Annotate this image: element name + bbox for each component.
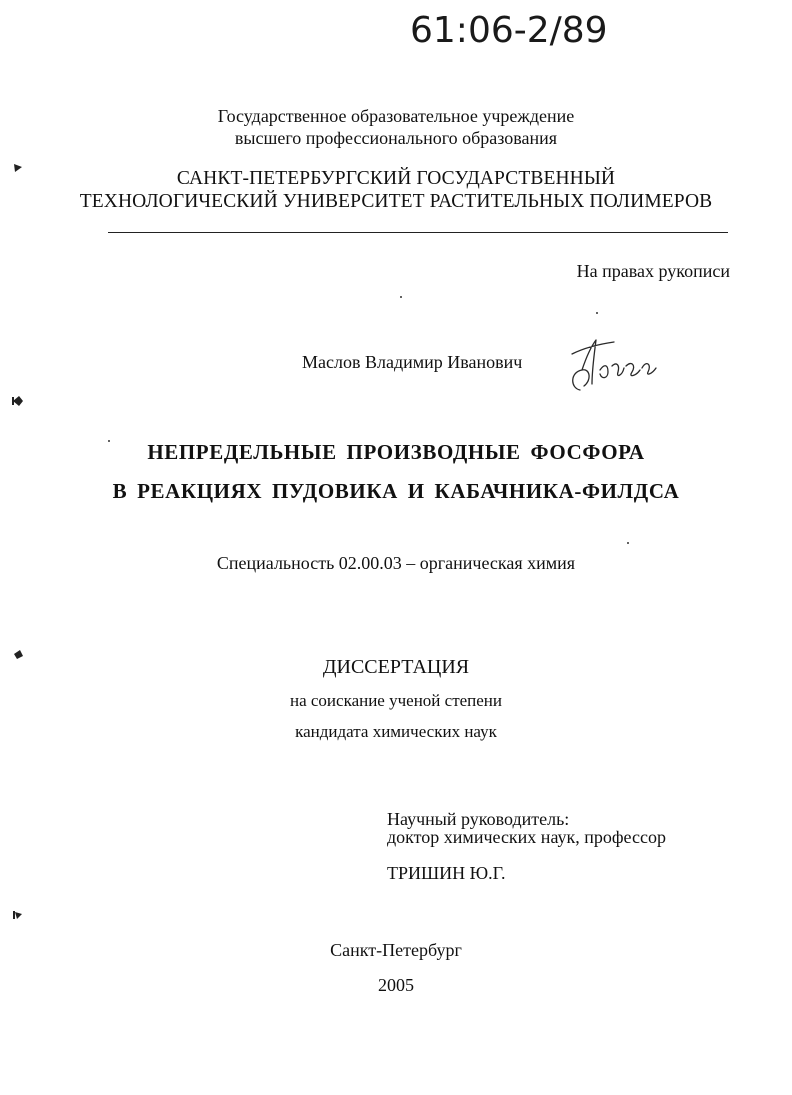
- dissertation-line-1: на соискание ученой степени: [289, 691, 503, 710]
- title-line-1: НЕПРЕДЕЛЬНЫЕ ПРОИЗВОДНЫЕ ФОСФОРА: [147, 440, 645, 464]
- archive-number-text: 61:06-2/89: [410, 10, 608, 51]
- university-line-2: ТЕХНОЛОГИЧЕСКИЙ УНИВЕРСИТЕТ РАСТИТЕЛЬНЫХ ПОЛИМЕРОВ: [79, 191, 713, 212]
- advisor-label: Научный руководитель:: [387, 809, 570, 829]
- signature-image: [562, 330, 662, 400]
- rights-note: На правах рукописи: [576, 261, 730, 281]
- scan-speck: [108, 440, 110, 442]
- advisor-degree: доктор химических наук, профессор: [387, 827, 666, 847]
- dissertation-line-2: кандидата химических наук: [295, 722, 497, 741]
- scan-mark-icon: [11, 647, 25, 661]
- scan-speck: [400, 296, 402, 298]
- institution-line-1: Государственное образовательное учреждение: [217, 106, 575, 126]
- year: 2005: [378, 975, 414, 995]
- dissertation-heading: ДИССЕРТАЦИЯ: [322, 656, 470, 678]
- title-line-2: В РЕАКЦИЯХ ПУДОВИКА И КАБАЧНИКА-ФИЛДСА: [112, 479, 680, 503]
- institution-line-2: высшего профессионального образования: [234, 128, 558, 148]
- specialty: Специальность 02.00.03 – органическая химия: [216, 553, 576, 573]
- advisor-name: ТРИШИН Ю.Г.: [387, 863, 506, 883]
- scan-mark-icon: [11, 394, 25, 408]
- archive-number: [408, 4, 628, 52]
- author-name: Маслов Владимир Иванович: [302, 352, 523, 372]
- scan-mark-icon: [11, 908, 25, 922]
- city: Санкт-Петербург: [330, 940, 462, 960]
- university-line-1: САНКТ-ПЕТЕРБУРГСКИЙ ГОСУДАРСТВЕННЫЙ: [176, 168, 616, 189]
- scan-mark-icon: [11, 161, 25, 175]
- scan-speck: [627, 542, 629, 544]
- header-rule: [108, 232, 728, 233]
- scan-speck: [596, 312, 598, 314]
